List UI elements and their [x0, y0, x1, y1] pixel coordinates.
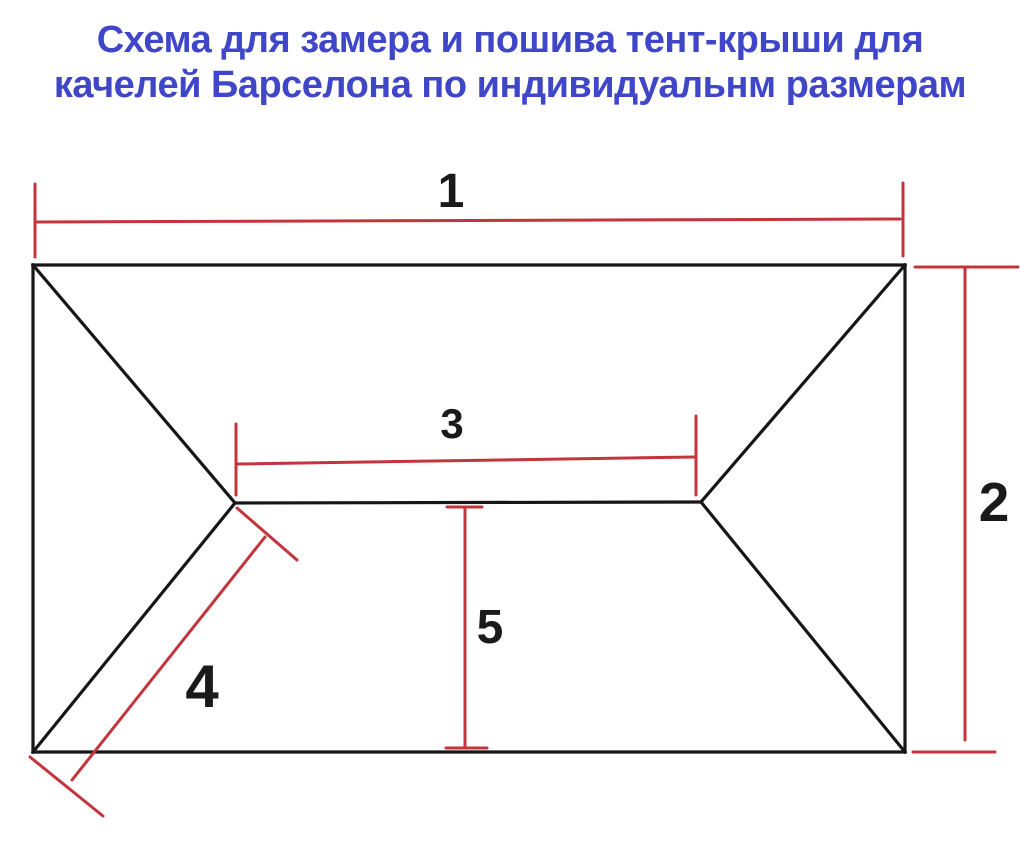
dimension-4	[30, 508, 297, 816]
hip-line-bottom-right	[701, 502, 905, 752]
dimension-5-label: 5	[476, 601, 504, 654]
dimension-5	[446, 507, 503, 748]
dimension-4-label: 4	[185, 653, 219, 720]
hip-line-top-right	[701, 265, 905, 502]
hip-line-top-left	[33, 265, 235, 503]
page-title-line-1: Схема для замера и пошива тент-крыши для	[96, 19, 924, 61]
dimension-1-line	[37, 219, 900, 222]
dimension-2-label: 2	[978, 471, 1010, 533]
dimension-3-label: 3	[440, 400, 464, 447]
dimension-4-tick-top	[237, 508, 297, 560]
dimension-2	[913, 267, 1018, 752]
dimension-4-line	[72, 537, 265, 780]
dimension-1	[35, 165, 903, 257]
dimension-4-tick-bottom	[30, 757, 103, 816]
page-title-line-2: качелей Барселона по индивидуальнм размерам	[53, 64, 967, 106]
dimension-3	[236, 400, 696, 495]
ridge-line	[235, 502, 701, 503]
dimension-3-line	[238, 457, 694, 464]
dimension-1-label: 1	[437, 165, 465, 218]
